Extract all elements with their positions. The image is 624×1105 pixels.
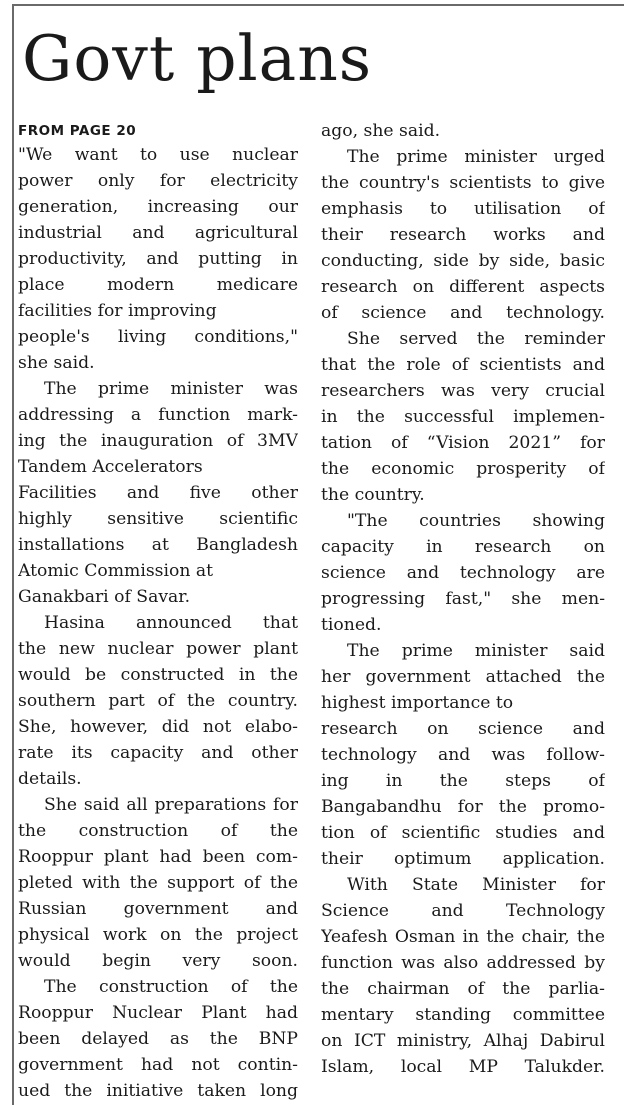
article-line: on ICT ministry, Alhaj Dabirul (321, 1031, 605, 1051)
article-line: researchers was very crucial (321, 381, 605, 401)
column-right (321, 118, 605, 1080)
article-line: physical work on the project (18, 925, 298, 945)
column-left-body (18, 142, 298, 1104)
article-line: The prime minister was (44, 379, 298, 399)
article-line: The prime minister said (347, 641, 605, 661)
article-line: facilities for improving (18, 301, 217, 321)
article-line: Yeafesh Osman in the chair, the (321, 927, 605, 947)
article-line: rate its capacity and other (18, 743, 298, 763)
article-line: research on science and (321, 719, 605, 739)
article-line: ued the initiative taken long (18, 1081, 298, 1101)
article-line: in the successful implemen- (321, 407, 605, 427)
article-line: the construction of the (18, 821, 298, 841)
article-line: science and technology are (321, 563, 605, 583)
article-line: would be constructed in the (18, 665, 298, 685)
article-line: highest importance to (321, 693, 514, 713)
article-line: conducting, side by side, basic (321, 251, 605, 271)
article-line: emphasis to utilisation of (321, 199, 605, 219)
article-line: would begin very soon. (18, 951, 298, 971)
article-line: "The countries showing (347, 511, 605, 531)
article-line: With State Minister for (347, 875, 605, 895)
article-line: Facilities and five other (18, 483, 298, 503)
article-line: their optimum application. (321, 849, 605, 869)
article-line: Rooppur Nuclear Plant had (18, 1003, 298, 1023)
article-line: capacity in research on (321, 537, 605, 557)
article-line: their research works and (321, 225, 605, 245)
article-line: of science and technology. (321, 303, 605, 323)
dateline: FROM PAGE 20 (18, 123, 137, 139)
article-line: tation of “Vision 2021” for (321, 433, 605, 453)
article-line: Russian government and (18, 899, 298, 919)
article-line: she said. (18, 353, 95, 373)
article-line: She, however, did not elabo- (18, 717, 298, 737)
article-line: the economic prosperity of (321, 459, 605, 479)
article-line: that the role of scientists and (321, 355, 605, 375)
article-line: government had not contin- (18, 1055, 298, 1075)
article-line: addressing a function mark- (18, 405, 298, 425)
article-line: power only for electricity (18, 171, 298, 191)
article-line: generation, increasing our (18, 197, 298, 217)
article-line: the chairman of the parlia- (321, 979, 605, 999)
article-line: been delayed as the BNP (18, 1029, 298, 1049)
article-line: ing the inauguration of 3MV (18, 431, 298, 451)
article-line: pleted with the support of the (18, 873, 298, 893)
article-line: "We want to use nuclear (18, 145, 298, 165)
article-line: Ganakbari of Savar. (18, 587, 191, 607)
article-line: tion of scientific studies and (321, 823, 605, 843)
article-line: The prime minister urged (347, 147, 605, 167)
headline: Govt plans (22, 22, 373, 95)
page-border-left (12, 4, 14, 1105)
article-line: people's living conditions," (18, 327, 298, 347)
article-line: the country. (321, 485, 425, 505)
article-line: ago, she said. (321, 121, 441, 141)
article-line: function was also addressed by (321, 953, 605, 973)
article-line: She said all preparations for (44, 795, 298, 815)
article-line: southern part of the country. (18, 691, 298, 711)
page-border-top (12, 4, 624, 6)
article-line: Bangabandhu for the promo- (321, 797, 605, 817)
article-line: progressing fast," she men- (321, 589, 605, 609)
article-line: industrial and agricultural (18, 223, 298, 243)
article-line: her government attached the (321, 667, 605, 687)
column-left (18, 118, 298, 1104)
article-line: ing in the steps of (321, 771, 605, 791)
article-line: Rooppur plant had been com- (18, 847, 298, 867)
article-line: Atomic Commission at (18, 561, 214, 581)
article-line: the new nuclear power plant (18, 639, 298, 659)
article-line: Hasina announced that (44, 613, 298, 633)
article-line: tioned. (321, 615, 382, 635)
article-line: Islam, local MP Talukder. (321, 1057, 605, 1077)
article-line: the country's scientists to give (321, 173, 605, 193)
article-line: details. (18, 769, 82, 789)
article-line: Tandem Accelerators (18, 457, 203, 477)
article-line: research on different aspects (321, 277, 605, 297)
article-line: productivity, and putting in (18, 249, 298, 269)
article-line: highly sensitive scientific (18, 509, 298, 529)
article-line: mentary standing committee (321, 1005, 605, 1025)
article-line: installations at Bangladesh (18, 535, 298, 555)
article-line: Science and Technology (321, 901, 605, 921)
article-line: She served the reminder (347, 329, 605, 349)
article-line: The construction of the (44, 977, 298, 997)
column-right-body (321, 118, 605, 1080)
article-line: technology and was follow- (321, 745, 605, 765)
article-line: place modern medicare (18, 275, 298, 295)
